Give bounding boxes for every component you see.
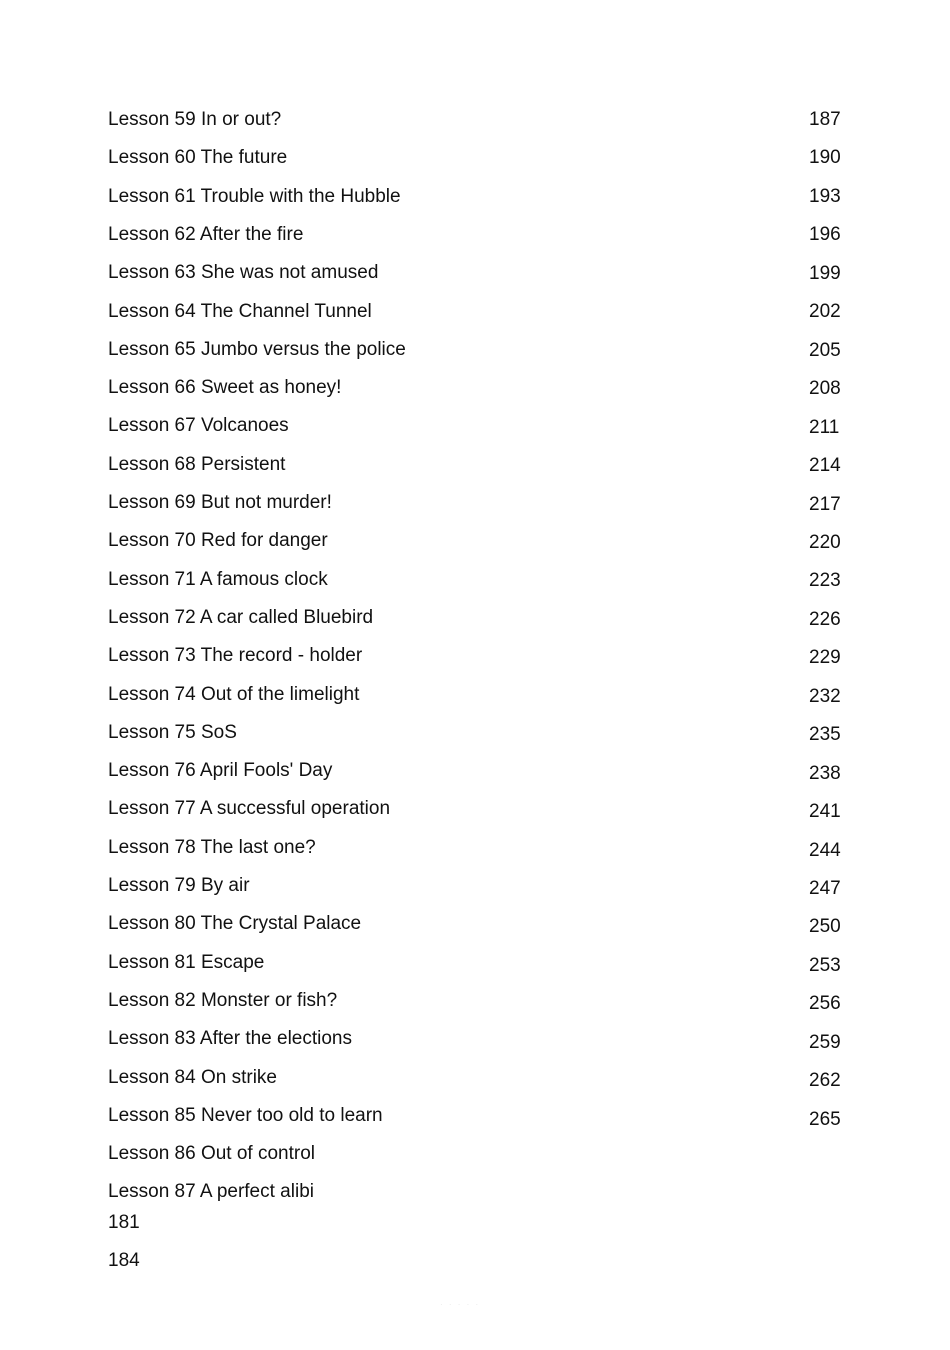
toc-entry-page: 217: [809, 494, 841, 515]
toc-entry-page: 214: [809, 455, 841, 476]
toc-entry-page: 241: [809, 801, 841, 822]
toc-entry-title: Lesson 66 Sweet as honey!: [108, 377, 342, 398]
toc-entry-page: 238: [809, 763, 841, 784]
toc-entry-page: 244: [809, 840, 841, 861]
toc-entry-page: 232: [809, 686, 841, 707]
toc-entry-title: Lesson 73 The record - holder: [108, 645, 363, 666]
toc-entry-title: Lesson 82 Monster or fish?: [108, 990, 338, 1011]
toc-entry-title: Lesson 81 Escape: [108, 952, 265, 973]
toc-entry-page: 259: [809, 1032, 841, 1053]
toc-entry-title: Lesson 60 The future: [108, 147, 288, 168]
toc-entry-title: Lesson 68 Persistent: [108, 454, 286, 475]
toc-entry-title: Lesson 74 Out of the limelight: [108, 684, 360, 705]
toc-entry-title: Lesson 69 But not murder!: [108, 492, 332, 513]
toc-entry-title: Lesson 61 Trouble with the Hubble: [108, 186, 401, 207]
toc-entry-title: Lesson 76 April Fools' Day: [108, 760, 333, 781]
toc-entry-page: 190: [809, 147, 841, 168]
footer-watermark: · · · · ·: [440, 1300, 481, 1309]
toc-entry-page: 226: [809, 609, 841, 630]
toc-entry-title: Lesson 70 Red for danger: [108, 530, 328, 551]
toc-entry-page: 253: [809, 955, 841, 976]
toc-entry-page: 223: [809, 570, 841, 591]
toc-entry-title: Lesson 65 Jumbo versus the police: [108, 339, 406, 360]
toc-entry-page: 193: [809, 186, 841, 207]
toc-entry-title: Lesson 64 The Channel Tunnel: [108, 301, 372, 322]
toc-entry-page: 247: [809, 878, 841, 899]
toc-entry-title: Lesson 87 A perfect alibi: [108, 1181, 314, 1202]
toc-entry-title: Lesson 75 SoS: [108, 722, 237, 743]
toc-entry-page: 220: [809, 532, 841, 553]
toc-entry-page: 199: [809, 263, 841, 284]
toc-entry-title: Lesson 77 A successful operation: [108, 798, 391, 819]
toc-entry-page: 229: [809, 647, 841, 668]
toc-entry-page: 235: [809, 724, 841, 745]
toc-entry-title: Lesson 62 After the fire: [108, 224, 304, 245]
toc-entry-page: 205: [809, 340, 841, 361]
toc-entry-page: 208: [809, 378, 841, 399]
toc-entry-title: Lesson 85 Never too old to learn: [108, 1105, 383, 1126]
stray-page-number: 184: [108, 1250, 140, 1271]
toc-entry-title: Lesson 80 The Crystal Palace: [108, 913, 362, 934]
stray-page-number: 181: [108, 1212, 140, 1233]
toc-entry-page: 262: [809, 1070, 841, 1091]
toc-entry-page: 250: [809, 916, 841, 937]
toc-entry-page: 211: [809, 417, 840, 438]
toc-entry-title: Lesson 84 On strike: [108, 1067, 277, 1088]
toc-entry-page: 196: [809, 224, 841, 245]
toc-entry-title: Lesson 86 Out of control: [108, 1143, 316, 1164]
toc-entry-page: 187: [809, 109, 841, 130]
toc-entry-page: 256: [809, 993, 841, 1014]
toc-entry-title: Lesson 59 In or out?: [108, 109, 282, 130]
toc-entry-page: 202: [809, 301, 841, 322]
toc-entry-title: Lesson 63 She was not amused: [108, 262, 379, 283]
toc-entry-page: 265: [809, 1109, 841, 1130]
toc-entry-title: Lesson 71 A famous clock: [108, 569, 328, 590]
toc-entry-title: Lesson 67 Volcanoes: [108, 415, 289, 436]
toc-entry-title: Lesson 72 A car called Bluebird: [108, 607, 374, 628]
toc-entry-title: Lesson 79 By air: [108, 875, 250, 896]
toc-entry-title: Lesson 83 After the elections: [108, 1028, 352, 1049]
toc-entry-title: Lesson 78 The last one?: [108, 837, 316, 858]
